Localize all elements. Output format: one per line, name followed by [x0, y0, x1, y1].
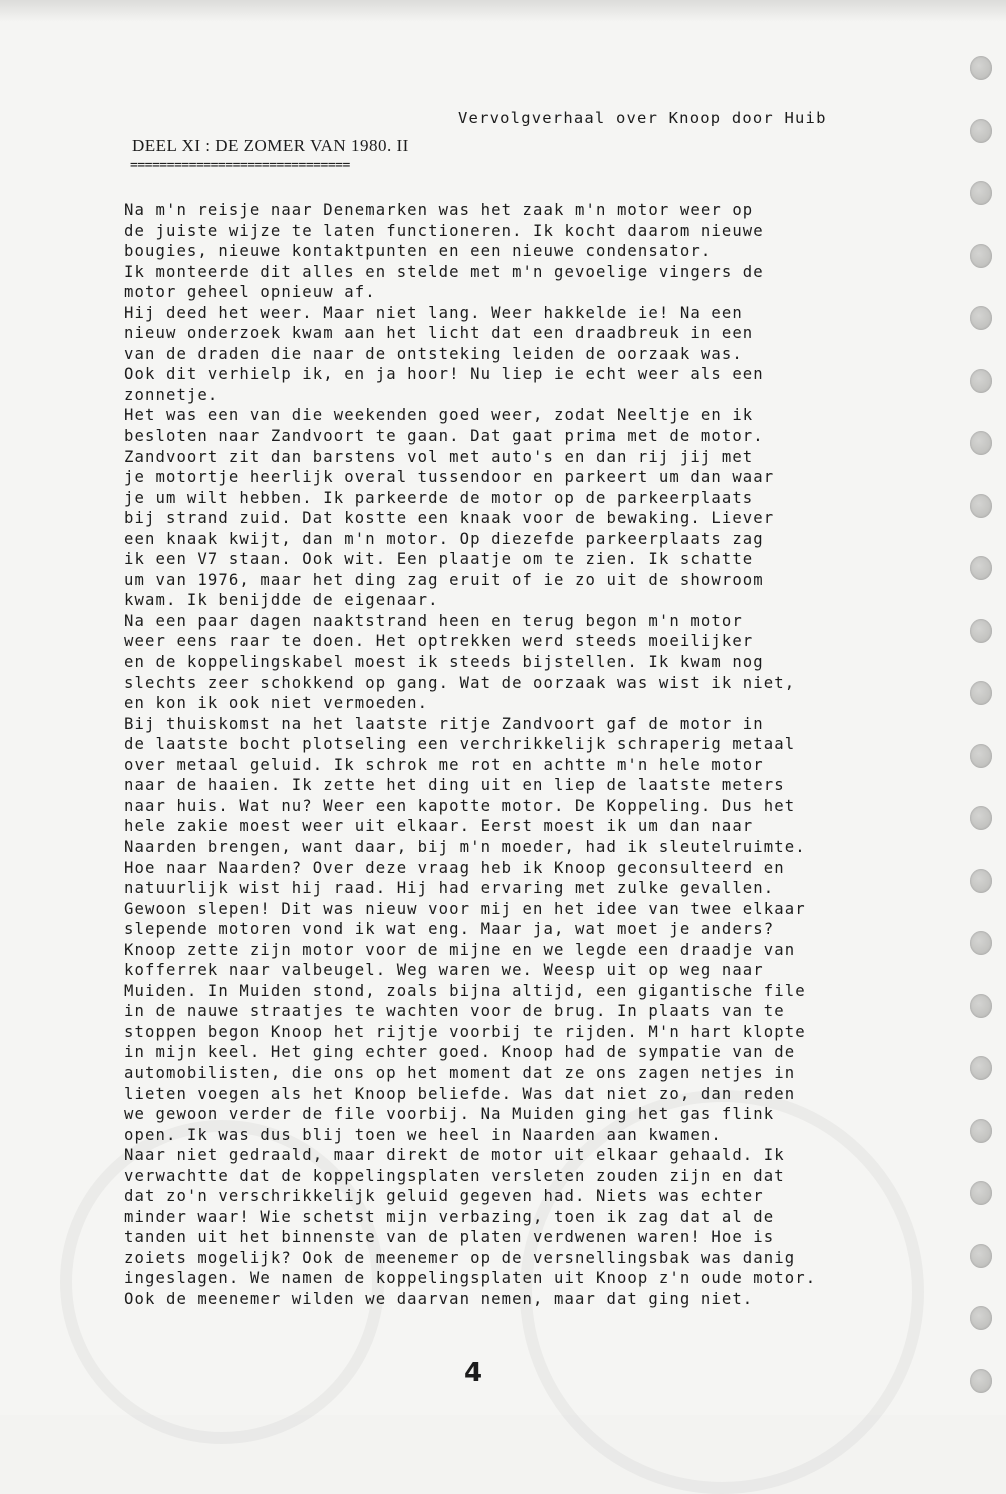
- body-line: en kon ik ook niet vermoeden.: [124, 694, 429, 713]
- body-line: Naarden brengen, want daar, bij m'n moeder, had ik sleutelruimte.: [124, 837, 806, 856]
- body-line: Hoe naar Naarden? Over deze vraag heb ik Knoop geconsulteerd en: [124, 858, 785, 877]
- body-line: Zandvoort zit dan barstens vol met auto's en dan rij jij met: [124, 447, 754, 466]
- body-line: in de nauwe straatjes te wachten voor de brug. In plaats van te: [124, 1002, 785, 1021]
- body-line: tanden uit het binnenste van de platen verdwenen waren! Hoe is: [124, 1228, 775, 1247]
- body-line: besloten naar Zandvoort te gaan. Dat gaat prima met de motor.: [124, 427, 764, 446]
- binding-hole: [970, 1369, 992, 1393]
- body-line: nieuw onderzoek kwam aan het licht dat een draadbreuk in een: [124, 324, 754, 343]
- binding-hole: [970, 56, 992, 80]
- binding-hole: [970, 1181, 992, 1205]
- binding-hole: [970, 619, 992, 643]
- body-line: motor geheel opnieuw af.: [124, 283, 376, 302]
- body-line: automobilisten, die ons op het moment dat ze ons zagen netjes in: [124, 1063, 796, 1082]
- body-line: kofferrek naar valbeugel. Weg waren we. Weesp uit op weg naar: [124, 961, 764, 980]
- binding-hole: [970, 1119, 992, 1143]
- body-line: kwam. Ik benijdde de eigenaar.: [124, 591, 439, 610]
- body-line: we gewoon verder de file voorbij. Na Muiden ging het gas flink: [124, 1105, 775, 1124]
- body-line: hele zakie moest weer uit elkaar. Eerst moest ik um dan naar: [124, 817, 754, 836]
- body-line: een knaak kwijt, dan m'n motor. Op diezefde parkeerplaats zag: [124, 529, 764, 548]
- body-line: de juiste wijze te laten functioneren. Ik kocht daarom nieuwe: [124, 221, 764, 240]
- binding-hole: [970, 556, 992, 580]
- body-line: van de draden die naar de ontsteking leiden de oorzaak was.: [124, 344, 743, 363]
- body-line: ingeslagen. We namen de koppelingsplaten uit Knoop z'n oude motor.: [124, 1269, 817, 1288]
- body-line: stoppen begon Knoop het rijtje voorbij te rijden. M'n hart klopte: [124, 1022, 806, 1041]
- binding-hole: [970, 494, 992, 518]
- body-line: dat zo'n verschrikkelijk geluid gegeven had. Niets was echter: [124, 1187, 764, 1206]
- body-line: zonnetje.: [124, 385, 219, 404]
- body-line: je um wilt hebben. Ik parkeerde de motor op de parkeerplaats: [124, 488, 754, 507]
- body-line: Gewoon slepen! Dit was nieuw voor mij en het idee van twee elkaar: [124, 899, 806, 918]
- binding-hole: [970, 244, 992, 268]
- binding-hole: [970, 431, 992, 455]
- body-line: je motortje heerlijk overal tussendoor en parkeert um dan waar: [124, 468, 775, 487]
- binding-hole: [970, 1306, 992, 1330]
- body-line: Ook dit verhielp ik, en ja hoor! Nu liep ie echt weer als een: [124, 365, 764, 384]
- body-line: Naar niet gedraald, maar direkt de motor uit elkaar gehaald. Ik: [124, 1146, 785, 1165]
- page-number: 4: [464, 1358, 483, 1388]
- body-line: de laatste bocht plotseling een verchrikkelijk schraperig metaal: [124, 735, 796, 754]
- binding-hole: [970, 306, 992, 330]
- binding-hole: [970, 806, 992, 830]
- body-line: Ook de meenemer wilden we daarvan nemen, maar dat ging niet.: [124, 1289, 754, 1308]
- story-body: [124, 200, 954, 1310]
- body-line: um van 1976, maar het ding zag eruit of ie zo uit de showroom: [124, 570, 764, 589]
- title-underline: ==============================: [130, 158, 350, 173]
- body-line: Na m'n reisje naar Denemarken was het zaak m'n motor weer op: [124, 201, 754, 219]
- body-line: open. Ik was dus blij toen we heel in Naarden aan kwamen.: [124, 1125, 722, 1144]
- body-line: in mijn keel. Het ging echter goed. Knoop had de sympatie van de: [124, 1043, 796, 1062]
- binding-hole: [970, 1244, 992, 1268]
- body-line: Na een paar dagen naaktstrand heen en terug begon m'n motor: [124, 611, 743, 630]
- chapter-title: DEEL XI : DE ZOMER VAN 1980. II: [132, 136, 409, 155]
- body-line: over metaal geluid. Ik schrok me rot en achtte m'n hele motor: [124, 755, 764, 774]
- body-line: naar huis. Wat nu? Weer een kapotte motor. De Koppeling. Dus het: [124, 796, 796, 815]
- body-line: bougies, nieuwe kontaktpunten en een nieuwe condensator.: [124, 242, 712, 261]
- body-line: bij strand zuid. Dat kostte een knaak voor de bewaking. Liever: [124, 509, 775, 528]
- binding-hole: [970, 369, 992, 393]
- body-line: weer eens raar te doen. Het optrekken werd steeds moeilijker: [124, 632, 754, 651]
- binding-hole: [970, 931, 992, 955]
- binding-hole: [970, 1056, 992, 1080]
- body-line: Bij thuiskomst na het laatste ritje Zandvoort gaf de motor in: [124, 714, 764, 733]
- body-line: Ik monteerde dit alles en stelde met m'n gevoelige vingers de: [124, 262, 764, 281]
- page-top-shadow: [0, 0, 1006, 22]
- body-line: naar de haaien. Ik zette het ding uit en liep de laatste meters: [124, 776, 785, 795]
- binding-hole: [970, 869, 992, 893]
- body-line: Het was een van die weekenden goed weer, zodat Neeltje en ik: [124, 406, 754, 425]
- binding-hole: [970, 681, 992, 705]
- body-line: zoiets mogelijk? Ook de meenemer op de versnellingsbak was danig: [124, 1248, 796, 1267]
- body-line: lieten voegen als het Knoop beliefde. Was dat niet zo, dan reden: [124, 1084, 796, 1103]
- binding-hole: [970, 744, 992, 768]
- body-line: slepende motoren vond ik wat eng. Maar ja, wat moet je anders?: [124, 920, 775, 939]
- binding-holes: [966, 56, 996, 1415]
- body-line: Muiden. In Muiden stond, zoals bijna altijd, een gigantische file: [124, 981, 806, 1000]
- body-line: slechts zeer schokkend op gang. Wat de oorzaak was wist ik niet,: [124, 673, 796, 692]
- body-line: minder waar! Wie schetst mijn verbazing, toen ik zag dat al de: [124, 1207, 775, 1226]
- body-line: Knoop zette zijn motor voor de mijne en we legde een draadje van: [124, 940, 796, 959]
- binding-hole: [970, 994, 992, 1018]
- body-line: en de koppelingskabel moest ik steeds bijstellen. Ik kwam nog: [124, 653, 764, 672]
- body-line: verwachtte dat de koppelingsplaten versleten zouden zijn en dat: [124, 1166, 785, 1185]
- body-line: Hij deed het weer. Maar niet lang. Weer hakkelde ie! Na een: [124, 303, 743, 322]
- story-subtitle: Vervolgverhaal over Knoop door Huib: [458, 109, 827, 127]
- binding-hole: [970, 119, 992, 143]
- binding-hole: [970, 181, 992, 205]
- body-line: ik een V7 staan. Ook wit. Een plaatje om te zien. Ik schatte: [124, 550, 754, 569]
- body-line: natuurlijk wist hij raad. Hij had ervaring met zulke gevallen.: [124, 879, 775, 898]
